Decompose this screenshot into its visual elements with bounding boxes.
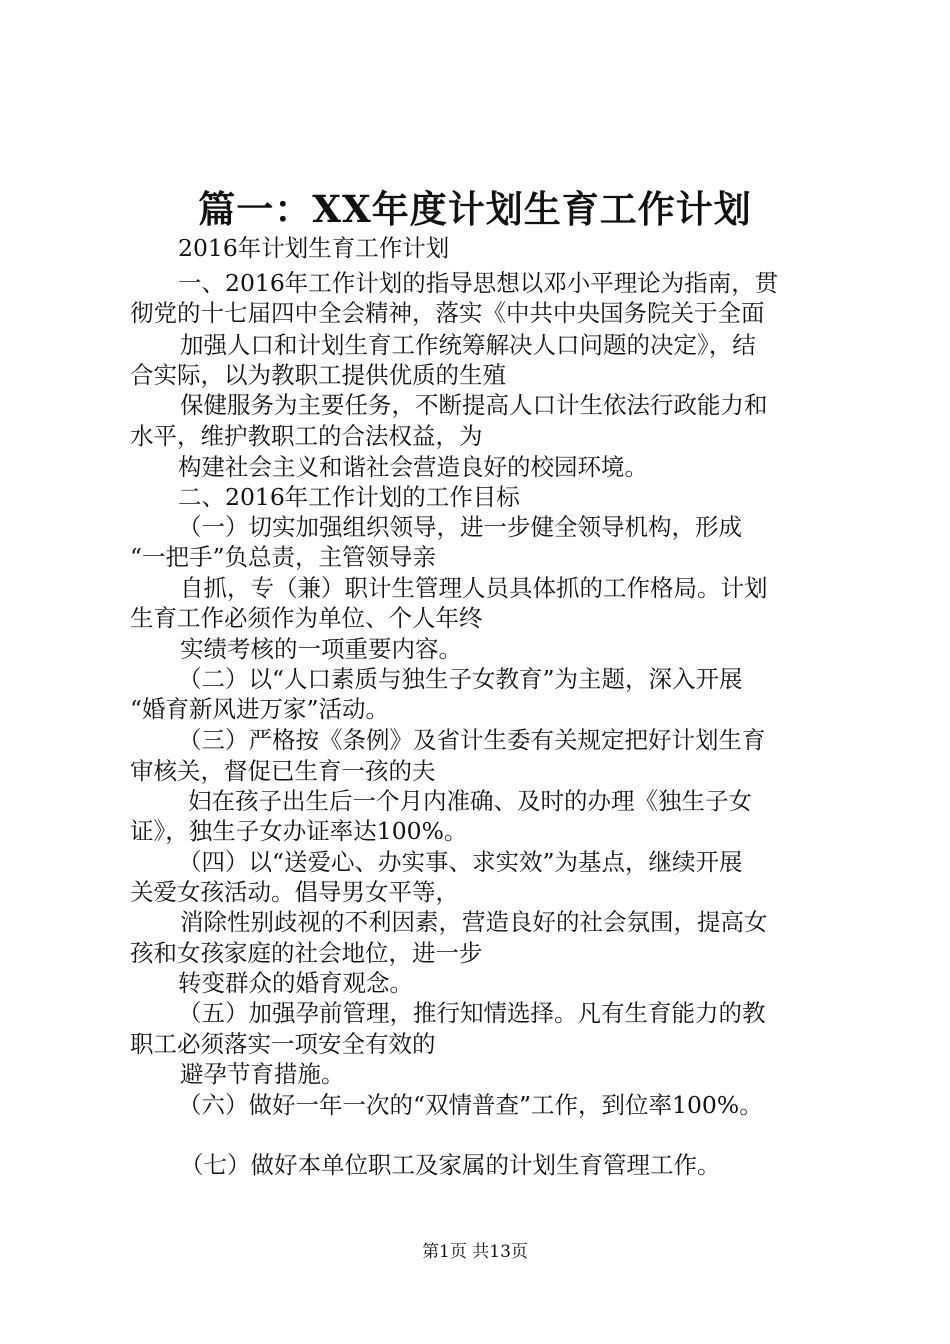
line-text: （六）做好一年一次的“双情普查”工作，到位率100%。 xyxy=(178,1091,763,1119)
line-text: 水平，维护教职工的合法权益，为 xyxy=(130,422,483,450)
line-text: （一）切实加强组织领导，进一步健全领导机构，形成 xyxy=(178,513,742,541)
line-text: “一把手”负总责，主管领导亲 xyxy=(130,543,437,571)
line-text: 孩和女孩家庭的社会地位，进一步 xyxy=(130,939,483,967)
line-text: 自抓，专（兼）职计生管理人员具体抓的工作格局。计划 xyxy=(180,574,768,602)
line-text: 2016年计划生育工作计划 xyxy=(178,234,450,262)
line-text: （五）加强孕前管理，推行知情选择。凡有生育能力的教 xyxy=(178,999,766,1027)
line-text: 保健服务为主要任务，不断提高人口计生依法行政能力和 xyxy=(180,391,768,419)
line-text: “婚育新风进万家”活动。 xyxy=(130,695,390,723)
line-text: 一、2016年工作计划的指导思想以邓小平理论为指南，贯 xyxy=(178,269,779,297)
line-text: 消除性别歧视的不利因素，营造良好的社会氛围，提高女 xyxy=(180,908,768,936)
line-text: （三）严格按《条例》及省计生委有关规定把好计划生育 xyxy=(178,726,766,754)
document-title: 篇一：XX年度计划生育工作计划 xyxy=(198,187,752,231)
line-text: 转变群众的婚育观念。 xyxy=(178,969,413,997)
line-text: 构建社会主义和谐社会营造良好的校园环境。 xyxy=(178,453,648,481)
body-line xyxy=(0,1085,950,1125)
line-text: 证》，独生子女办证率达100%。 xyxy=(130,817,468,845)
line-text: 关爱女孩活动。倡导男女平等， xyxy=(130,878,459,906)
line-text: （七）做好本单位职工及家属的计划生育管理工作。 xyxy=(180,1151,721,1179)
line-text: 审核关，督促已生育一孩的夫 xyxy=(130,757,436,785)
line-text: （四）以“送爱心、办实事、求实效”为基点，继续开展 xyxy=(178,848,743,876)
line-text: 实绩考核的一项重要内容。 xyxy=(180,635,462,663)
line-text: 妇在孩子出生后一个月内准确、及时的办理《独生子女 xyxy=(188,787,752,815)
body-line xyxy=(0,228,950,268)
line-text: 彻党的十七届四中全会精神，落实《中共中央国务院关于全面 xyxy=(130,299,765,327)
line-text: 合实际，以为教职工提供优质的生殖 xyxy=(130,361,506,389)
line-text: 二、2016年工作计划的工作目标 xyxy=(178,483,520,511)
line-text: 职工必须落实一项安全有效的 xyxy=(130,1030,436,1058)
page-number-footer: 第1页 共13页 xyxy=(422,1242,528,1262)
body-line xyxy=(0,1145,950,1185)
line-text: 避孕节育措施。 xyxy=(180,1060,345,1088)
line-text: 生育工作必须作为单位、个人年终 xyxy=(130,604,483,632)
line-text: 加强人口和计划生育工作统筹解决人口问题的决定》，结 xyxy=(180,331,756,359)
line-text: （二）以“人口素质与独生子女教育”为主题，深入开展 xyxy=(178,665,743,693)
